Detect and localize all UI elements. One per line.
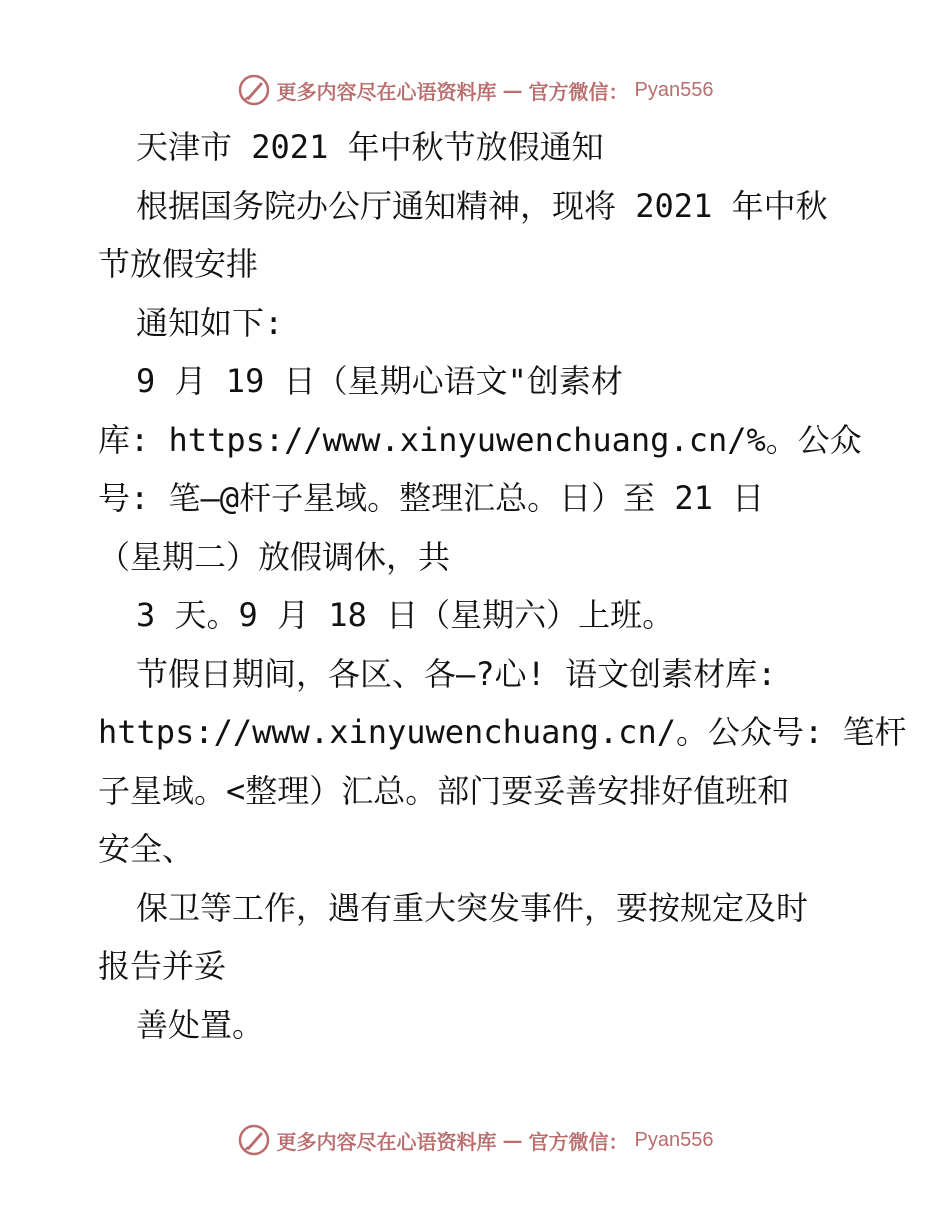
text-line: 善处置。 [136, 1005, 265, 1044]
text-line: 天津市 2021 年中秋节放假通知 [136, 128, 604, 166]
text-line: 3 天。9 月 18 日（星期六）上班。 [136, 596, 675, 634]
watermark-dash: — [502, 1128, 523, 1152]
text-line: 库: https://www.xinyuwenchuang.cn/%。公众 [98, 420, 862, 459]
watermark-text: 更多内容尽在心语资料库 [276, 1129, 497, 1154]
text-line: 通知如下: [136, 303, 284, 342]
watermark-wechat-id: Pyan556 [634, 78, 714, 101]
header-watermark [0, 70, 950, 110]
footer-watermark [0, 1120, 950, 1160]
quill-logo-icon [237, 1123, 271, 1157]
watermark-dash: — [502, 78, 523, 102]
text-line: 根据国务院办公厅通知精神，现将 2021 年中秋 [136, 186, 828, 225]
document-body [98, 118, 907, 1054]
text-line: 号: 笔—@杆子星域。整理汇总。日）至 21 日 [98, 479, 765, 517]
text-line: 节假日期间，各区、各—?心! 语文创素材库: [136, 654, 777, 693]
text-line: 保卫等工作，遇有重大突发事件，要按规定及时 [136, 888, 809, 927]
watermark-suffix: 官方微信： [528, 79, 629, 104]
watermark-suffix: 官方微信： [528, 1129, 629, 1154]
text-line: https://www.xinyuwenchuang.cn/。公众号: 笔杆 [98, 713, 907, 751]
quill-logo-icon [237, 73, 271, 107]
text-line: 报告并妥 [98, 947, 227, 985]
text-line: 安全、 [98, 830, 195, 868]
watermark-wechat-id: Pyan556 [634, 1128, 714, 1151]
text-line: 子星域。<整理）汇总。部门要妥善安排好值班和 [98, 771, 790, 810]
text-line: （星期二）放假调休，共 [98, 537, 451, 576]
text-line: 9 月 19 日（星期心语文"创素材 [136, 362, 623, 400]
watermark-text: 更多内容尽在心语资料库 [276, 79, 497, 104]
text-line: 节放假安排 [98, 245, 259, 283]
